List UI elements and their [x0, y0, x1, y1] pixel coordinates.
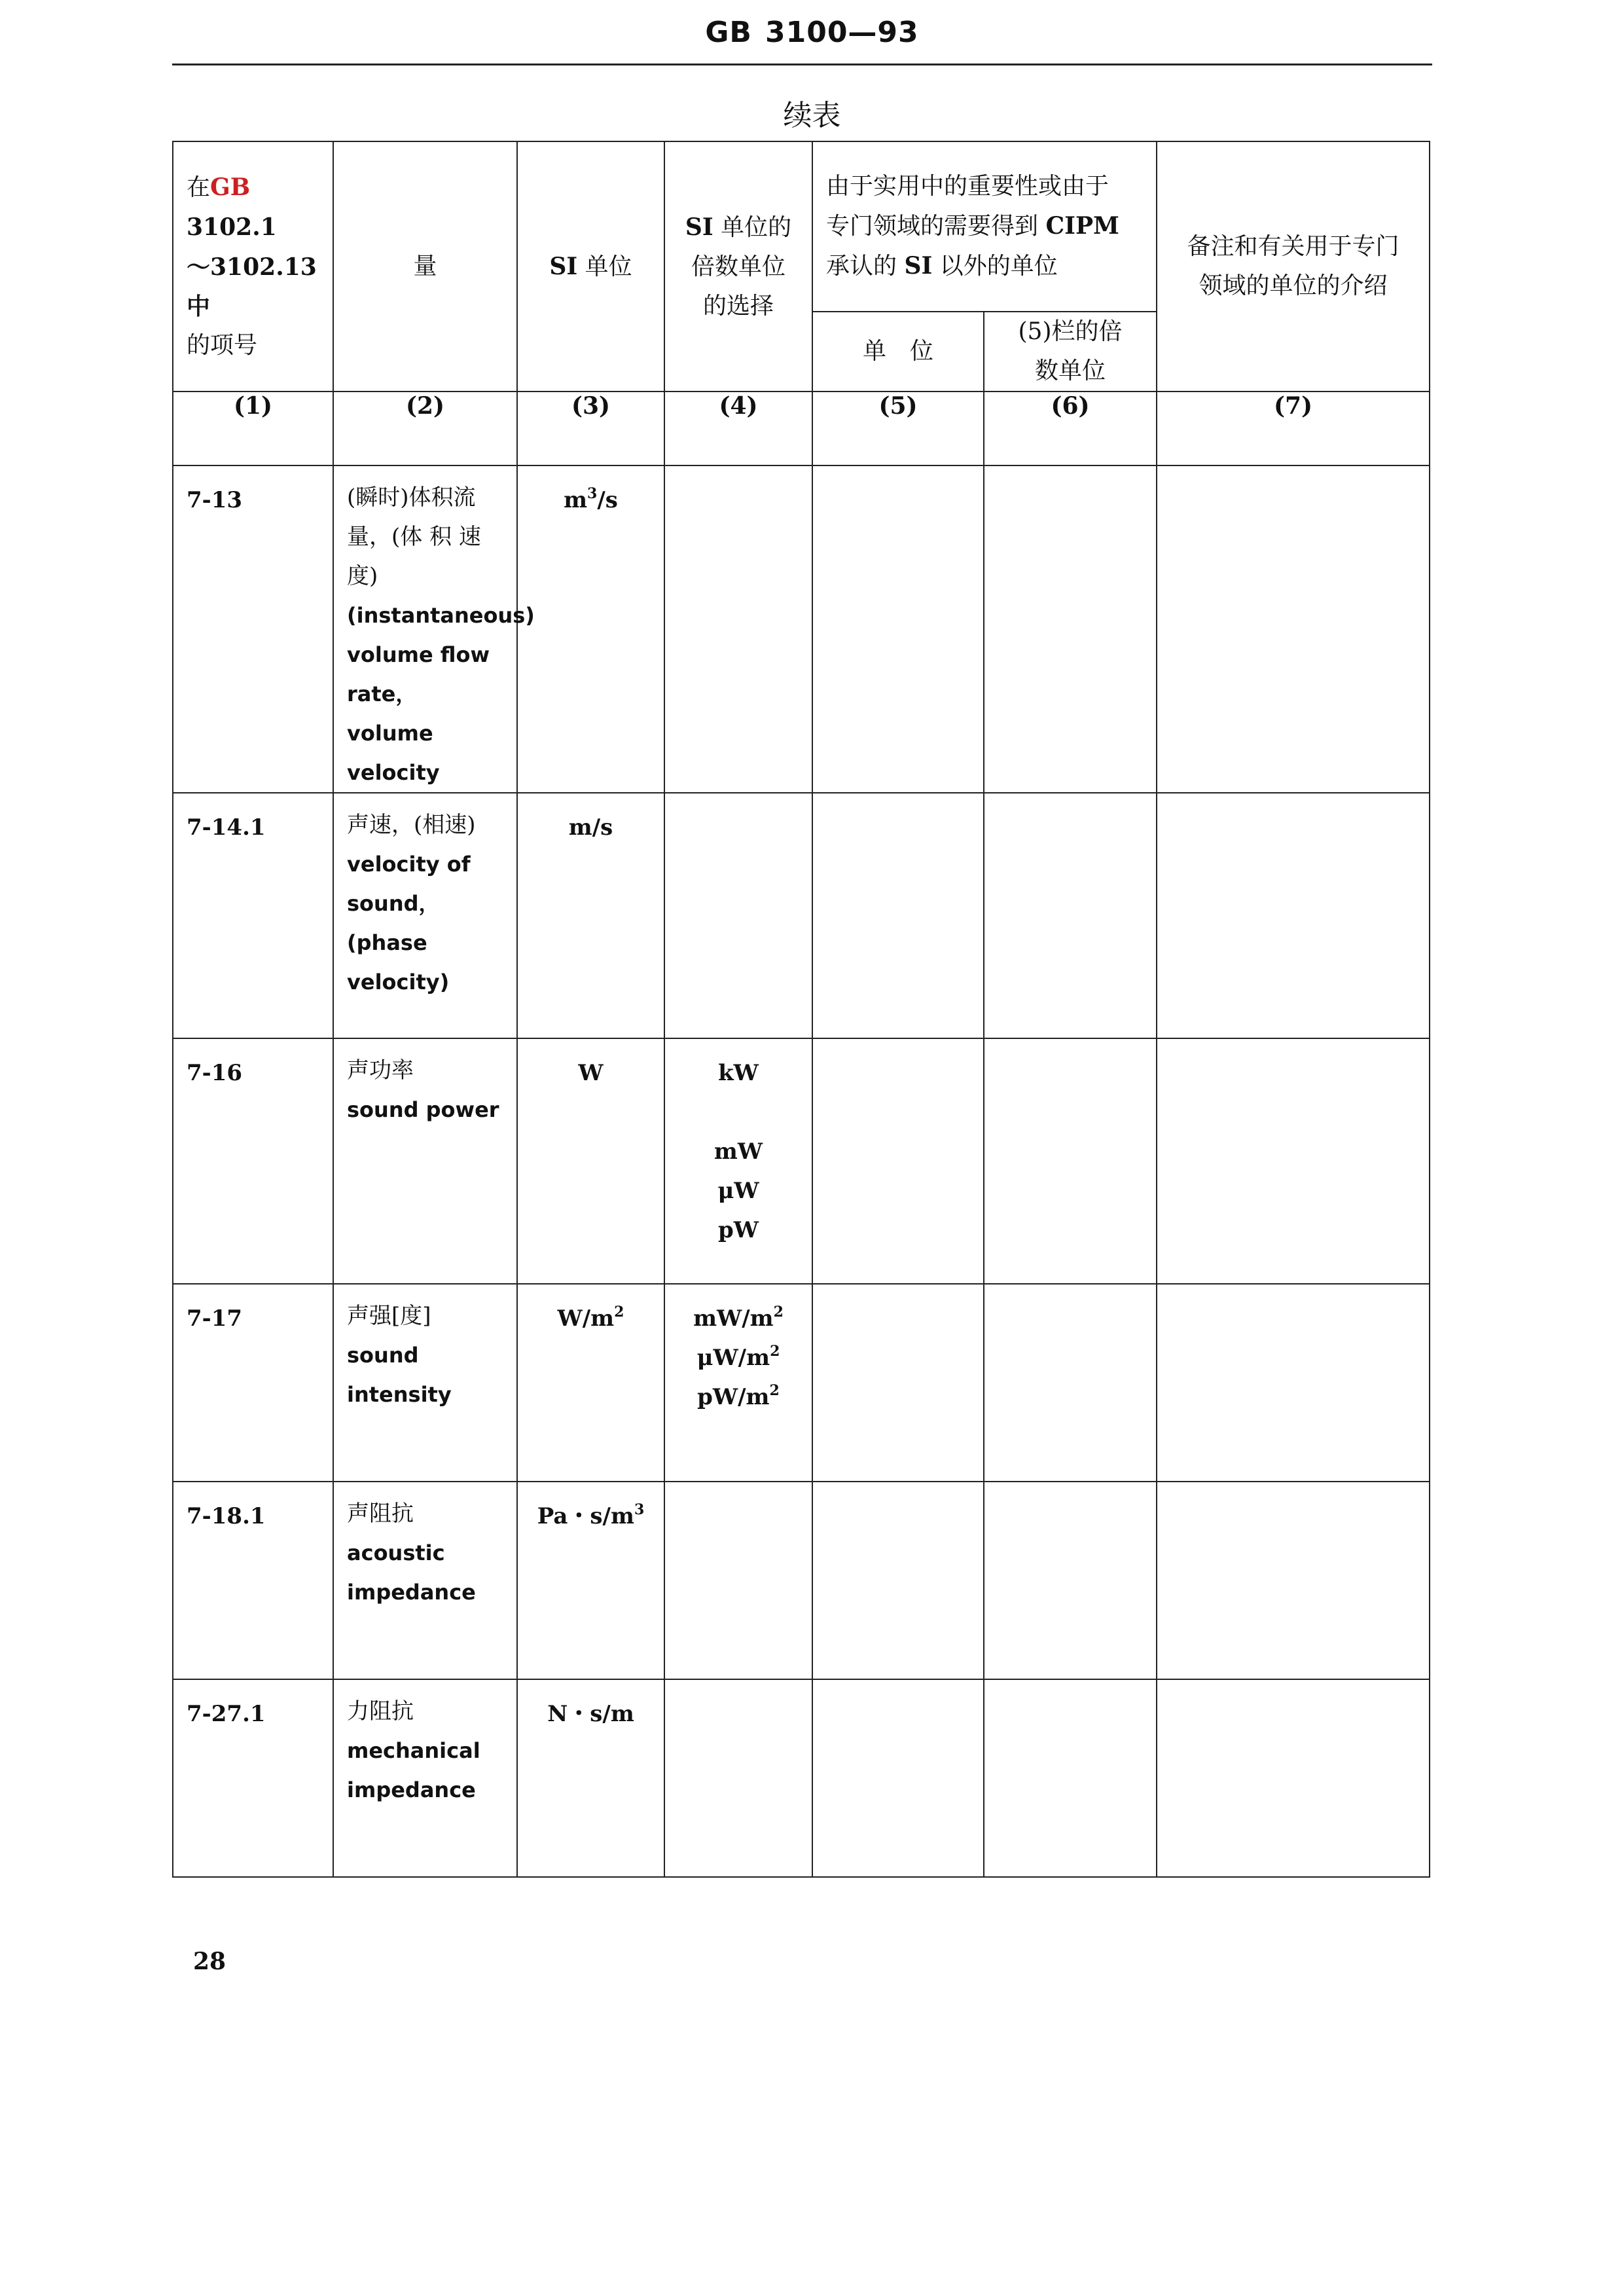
row-quantity: [333, 1482, 517, 1679]
unit-tail: /s: [597, 487, 618, 513]
row-col5: [812, 1482, 984, 1679]
quantity-en: velocity of: [347, 852, 471, 877]
quantity-en: acoustic: [347, 1540, 445, 1565]
quantity-zh: 力阻抗: [347, 1698, 414, 1724]
header-col6-line1: (5)栏的倍: [1018, 318, 1123, 345]
quantity-zh: 声功率: [347, 1057, 414, 1084]
unit-exponent: 2: [614, 1303, 624, 1321]
header-rule: [172, 64, 1432, 65]
multiple-unit: pW: [718, 1217, 759, 1243]
quantity-en: rate，: [347, 682, 417, 706]
quantity-en: impedance: [347, 1777, 476, 1802]
multiple-unit: μW: [717, 1178, 759, 1204]
quantity-en: sound power: [347, 1097, 499, 1122]
row-quantity: [333, 1038, 517, 1284]
multiple-unit: $pW/m^2$: [697, 1382, 780, 1410]
column-number: (3): [517, 392, 664, 465]
header-col3-si: SI: [549, 252, 578, 280]
column-number: (1): [173, 392, 333, 465]
quantity-en: impedance: [347, 1580, 476, 1605]
row-col5: [812, 465, 984, 793]
row-col5: [812, 1679, 984, 1877]
row-si-unit: W: [517, 1038, 664, 1284]
column-number: (2): [333, 392, 517, 465]
quantity-zh: (瞬时)体积流: [347, 484, 476, 511]
unit-exponent: 3: [587, 485, 598, 502]
row-col7: [1157, 793, 1430, 1038]
row-item-number: 7-13: [173, 465, 333, 793]
table-row: [173, 1679, 1430, 1877]
multiple-unit: $mW/m^2$: [693, 1303, 784, 1332]
row-si-unit: m/s: [517, 793, 664, 1038]
row-si-unit: N・s/m: [517, 1679, 664, 1877]
quantity-zh: 声速，(相速): [347, 812, 476, 838]
multiple-unit: $\mu W/m^2$: [696, 1343, 780, 1371]
quantity-en: volume: [347, 721, 433, 746]
standard-code: [0, 16, 1624, 49]
row-col7: [1157, 1679, 1430, 1877]
header-col4-line2: 倍数单位: [691, 253, 785, 280]
header-col1: [173, 141, 333, 392]
header-col56-line3c: 以外的单位: [932, 253, 1058, 280]
unit-base: W/m: [557, 1305, 615, 1332]
row-col6: [984, 465, 1157, 793]
unit-exponent: 3: [634, 1501, 645, 1518]
row-item-number: 7-18.1: [173, 1482, 333, 1679]
quantity-zh: 量，(体 积 速: [347, 524, 481, 550]
row-quantity: [333, 793, 517, 1038]
row-col5: [812, 793, 984, 1038]
row-multiples: [664, 1038, 812, 1284]
quantity-en: mechanical: [347, 1738, 480, 1763]
standard-prefix: GB: [705, 16, 752, 49]
row-col6: [984, 1482, 1157, 1679]
header-col6-line2: 数单位: [1034, 357, 1106, 384]
quantity-zh: 度): [347, 563, 378, 589]
quantity-zh: 声阻抗: [347, 1501, 414, 1527]
table-row: [173, 1038, 1430, 1284]
quantity-en: velocity): [347, 970, 450, 994]
header-col56: [812, 141, 1157, 312]
row-item-number: 7-16: [173, 1038, 333, 1284]
column-number: (6): [984, 392, 1157, 465]
row-si-unit: [517, 1284, 664, 1482]
header-col7: [1157, 141, 1430, 392]
column-number: (4): [664, 392, 812, 465]
row-col6: [984, 1038, 1157, 1284]
row-col5: [812, 1284, 984, 1482]
table-row: [173, 793, 1430, 1038]
header-col56-line3a: 承认的: [826, 253, 905, 280]
quantity-en: volume flow: [347, 642, 490, 667]
header-col1-rest-a: 3102.1: [187, 213, 277, 241]
row-multiples: [664, 1482, 812, 1679]
table-continued-title: 续表: [783, 99, 841, 132]
row-quantity: [333, 465, 535, 793]
row-multiples: [664, 465, 812, 793]
row-col7: [1157, 1482, 1430, 1679]
column-number-row: [173, 392, 1430, 465]
header-col2: 量: [333, 141, 517, 392]
row-col6: [984, 1284, 1157, 1482]
header-col1-rest-b: ～3102.13 中: [187, 253, 317, 320]
header-col4-line1: 单位的: [713, 213, 792, 241]
quantity-en: (instantaneous): [347, 603, 535, 628]
row-quantity: [333, 1679, 517, 1877]
header-col3: [517, 141, 664, 392]
row-col6: [984, 1679, 1157, 1877]
row-item-number: 7-27.1: [173, 1679, 333, 1877]
row-col7: [1157, 465, 1430, 793]
column-number: (5): [812, 392, 984, 465]
row-col7: [1157, 1038, 1430, 1284]
header-col5: 单 位: [812, 312, 984, 392]
row-si-unit: [517, 465, 664, 793]
row-col5: [812, 1038, 984, 1284]
header-col1-rest-c: 的项号: [187, 332, 258, 359]
header-col7-line2: 领域的单位的介绍: [1199, 272, 1388, 299]
quantity-en: sound intensity: [347, 1343, 452, 1407]
header-col1-prefix: 在: [187, 174, 211, 201]
column-number: (7): [1157, 392, 1430, 465]
multiple-unit: mW: [713, 1139, 763, 1165]
header-col4: [664, 141, 812, 392]
header-col56-line1: 由于实用中的重要性或由于: [826, 173, 1110, 200]
header-col4-si: SI: [685, 213, 713, 241]
header-col56-line2a: 专门领域的需要得到: [826, 213, 1046, 240]
table-row: [173, 1482, 1430, 1679]
units-table: [172, 141, 1430, 1878]
table-row: [173, 1284, 1430, 1482]
table-row: [173, 465, 1430, 793]
row-multiples: [664, 1679, 812, 1877]
row-col7: [1157, 1284, 1430, 1482]
header-col3-rest: 单位: [577, 253, 632, 280]
header-col7-line1: 备注和有关用于专门: [1187, 233, 1399, 260]
quantity-en: sound，: [347, 891, 440, 916]
header-col56-si: SI: [904, 252, 933, 280]
row-si-unit: [517, 1482, 664, 1679]
quantity-en: (phase: [347, 930, 427, 955]
quantity-en: velocity: [347, 760, 440, 785]
row-multiples: [664, 793, 812, 1038]
unit-base: m: [564, 487, 588, 513]
header-col56-cipm: CIPM: [1045, 212, 1119, 240]
row-quantity: [333, 1284, 517, 1482]
header-col6: [984, 312, 1157, 392]
multiple-unit: kW: [718, 1060, 759, 1086]
quantity-zh: 声强[度]: [347, 1303, 431, 1329]
row-multiples: [664, 1284, 812, 1482]
header-col4-line3: 的选择: [702, 292, 774, 319]
row-item-number: 7-14.1: [173, 793, 333, 1038]
standard-number: 3100—93: [765, 16, 919, 49]
unit-base: Pa・s/m: [537, 1503, 634, 1529]
row-item-number: 7-17: [173, 1284, 333, 1482]
header-col1-gb-link[interactable]: GB: [210, 173, 251, 201]
page-number: 28: [193, 1948, 226, 1975]
row-col6: [984, 793, 1157, 1038]
